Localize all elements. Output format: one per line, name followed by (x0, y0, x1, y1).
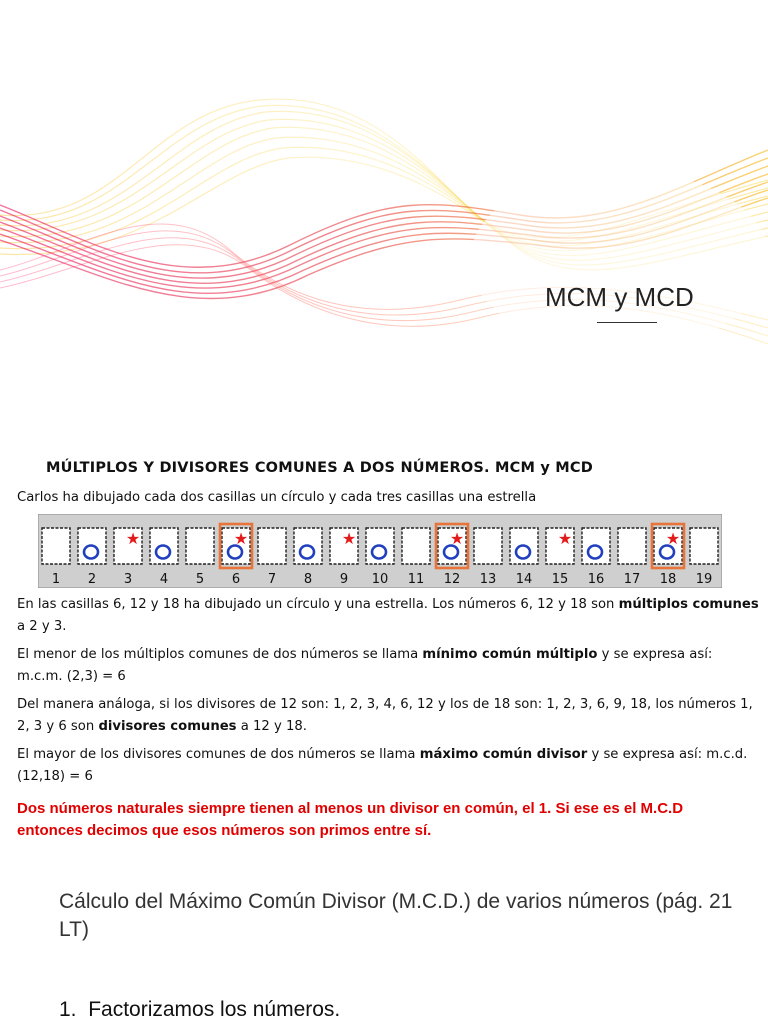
strip-cell (690, 528, 718, 564)
step-text: Factorizamos los números. (88, 998, 341, 1021)
cell-number-label: 17 (623, 572, 641, 587)
star-mark: ★ (125, 529, 141, 548)
paragraph-2: El menor de los múltiplos comunes de dos números se llama mínimo común múltiplo y se expresa así: m.c.m. (2,3) = 6 (17, 647, 713, 684)
paragraph-1: En las casillas 6, 12 y 18 ha dibujado un círculo y una estrella. Los números 6, 12 y 18 son múltiplos comunes a 2 y 3. (17, 597, 759, 634)
paragraph-3: Del manera análoga, si los divisores de 12 son: 1, 2, 3, 4, 6, 12 y los de 18 son: 1, 2, 3, 6, 9, 18, los números 1, 2, 3 y 6 son divisores comunes a 12 y 18. (17, 697, 753, 734)
method-slide (0, 862, 768, 1024)
slide-title: MCM y MCD (545, 282, 694, 312)
strip-cell (186, 528, 214, 564)
step-number: 1. (59, 998, 77, 1021)
strip-cell (258, 528, 286, 564)
intro-text: Carlos ha dibujado cada dos casillas un círculo y cada tres casillas una estrella (17, 490, 537, 505)
number-strip-figure (38, 514, 722, 588)
strip-cell (42, 528, 70, 564)
strip-cell (474, 528, 502, 564)
strip-cell (618, 528, 646, 564)
strip-cell (402, 528, 430, 564)
cell-number-label: 12 (443, 572, 461, 587)
method-title: Cálculo del Máximo Común Divisor (M.C.D.) de varios números (pág. 21 LT) (59, 890, 733, 941)
cell-number-label: 9 (339, 572, 349, 587)
cell-number-label: 4 (159, 572, 169, 587)
step-1 (59, 998, 340, 1022)
cell-number-label: 10 (371, 572, 389, 587)
star-mark: ★ (557, 529, 573, 548)
cell-number-label: 18 (659, 572, 677, 587)
decorative-wave-graphic (0, 0, 768, 432)
star-mark: ★ (341, 529, 357, 548)
cell-number-label: 1 (51, 572, 61, 587)
star-mark: ★ (665, 529, 681, 548)
cell-number-label: 19 (695, 572, 713, 587)
title-underline (597, 322, 657, 323)
cell-number-label: 13 (479, 572, 497, 587)
cell-number-label: 5 (195, 572, 205, 587)
star-mark: ★ (449, 529, 465, 548)
paragraph-4: El mayor de los divisores comunes de dos números se llama máximo común divisor y se expresa así: m.c.d. (12,18) = 6 (17, 747, 748, 784)
cell-number-label: 16 (587, 572, 605, 587)
cell-number-label: 15 (551, 572, 569, 587)
cell-number-label: 14 (515, 572, 533, 587)
title-slide (0, 0, 768, 432)
cell-number-label: 3 (123, 572, 133, 587)
content-slide (0, 432, 768, 862)
cell-number-label: 8 (303, 572, 313, 587)
star-mark: ★ (233, 529, 249, 548)
cell-number-label: 6 (231, 572, 241, 587)
section-heading: MÚLTIPLOS Y DIVISORES COMUNES A DOS NÚMEROS. MCM y MCD (46, 460, 593, 476)
cell-number-label: 7 (267, 572, 277, 587)
cell-number-label: 2 (87, 572, 97, 587)
red-note: Dos números naturales siempre tienen al menos un divisor en común, el 1. Si ese es el M.C.D entonces decimos que esos números son primos entre sí. (17, 800, 684, 839)
cell-number-label: 11 (407, 572, 425, 587)
